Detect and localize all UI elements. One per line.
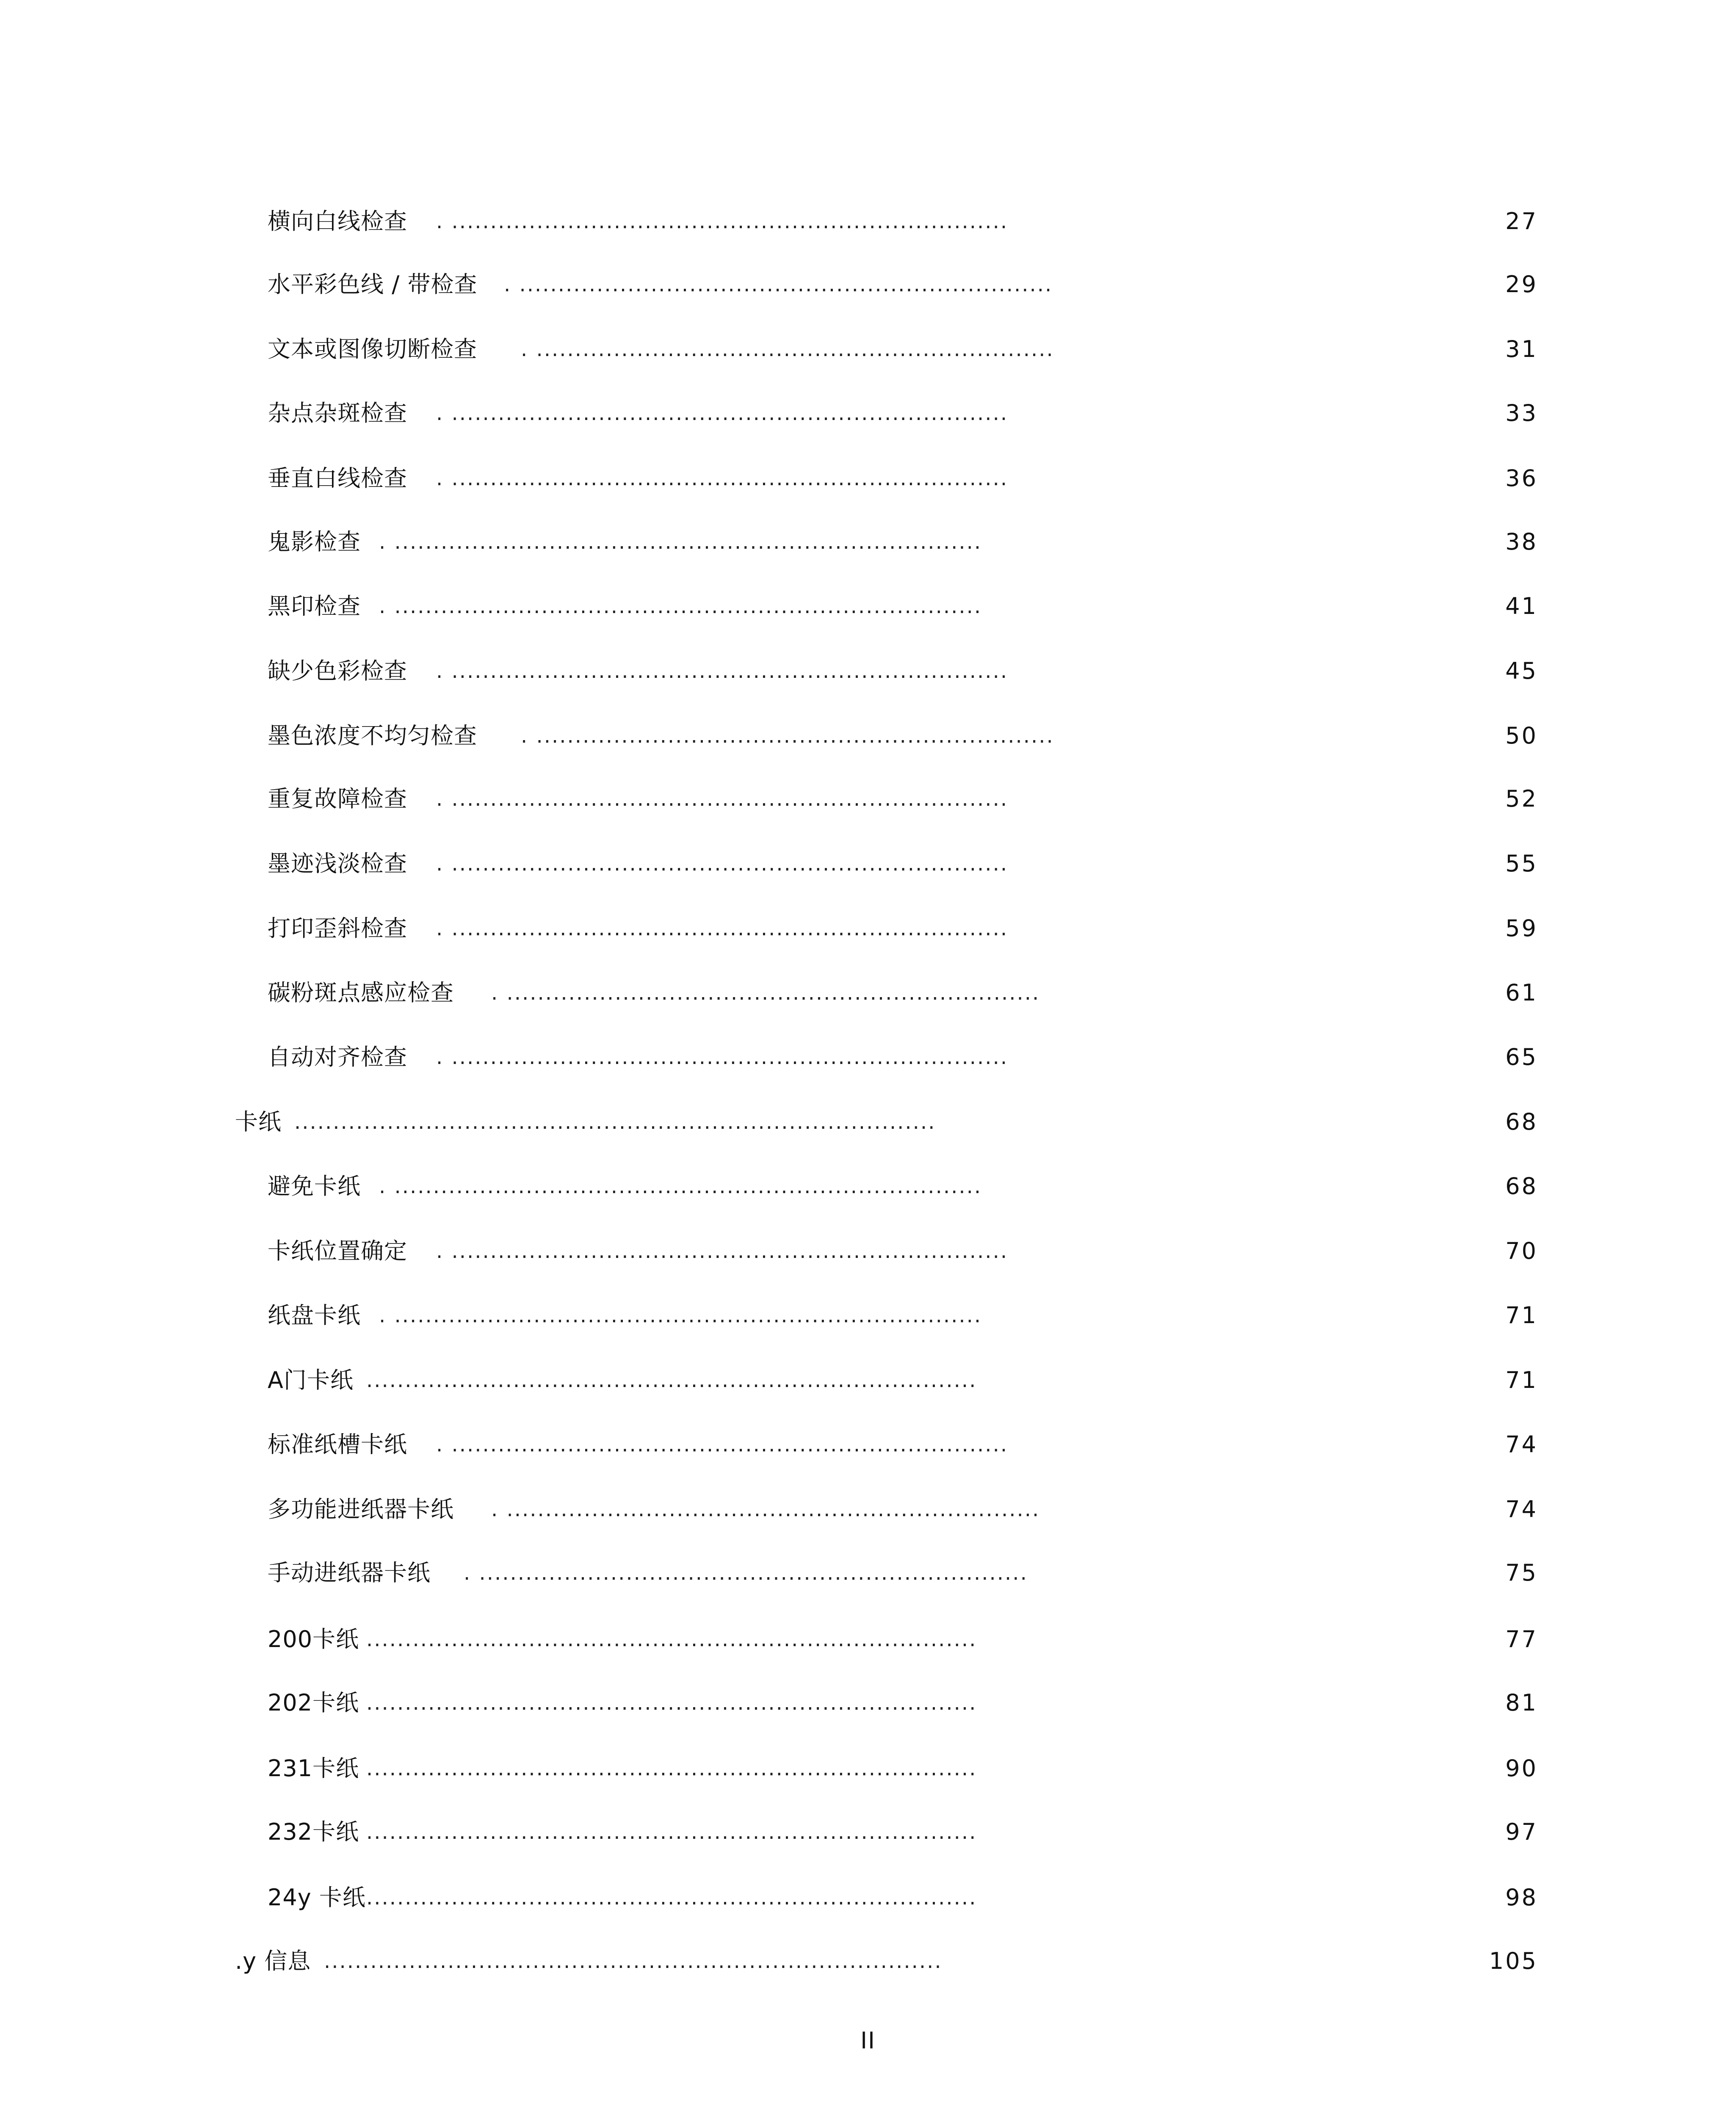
toc-entry-page: 41 <box>1505 593 1538 619</box>
toc-entry-page: 98 <box>1505 1884 1538 1911</box>
toc-entry-leader: . ............................................................................ <box>379 530 982 554</box>
toc-entry-leader: . ........................................................................ <box>436 852 1009 876</box>
toc-entry-page: 52 <box>1505 785 1538 812</box>
toc-entry-page: 55 <box>1505 850 1538 877</box>
toc-entry-title: A门卡纸 <box>268 1367 354 1393</box>
toc-entry-leader: . ....................................................................... <box>464 1561 1028 1585</box>
toc-entry[interactable] <box>0 652 1736 690</box>
toc-entry-page: 105 <box>1489 1948 1538 1974</box>
toc-entry[interactable] <box>0 1296 1736 1335</box>
toc-entry[interactable] <box>0 1490 1736 1528</box>
toc-entry-page: 31 <box>1505 336 1538 362</box>
toc-entry-leader: ................................................................................ <box>324 1949 943 1973</box>
toc-entry[interactable] <box>0 1103 1736 1141</box>
toc-entry-leader: . ............................................................................ <box>379 594 982 618</box>
toc-entry-page: 74 <box>1505 1496 1538 1523</box>
toc-entry-page: 71 <box>1505 1367 1538 1393</box>
toc-entry[interactable] <box>0 523 1736 561</box>
toc-entry-leader: . ................................................................... <box>521 337 1054 361</box>
toc-entry-leader: . ........................................................................ <box>436 917 1009 940</box>
toc-entry-title: 纸盘卡纸 <box>268 1302 361 1329</box>
toc-entry-page: 38 <box>1505 528 1538 555</box>
toc-entry-title: 碳粉斑点感应检查 <box>268 979 454 1006</box>
toc-entry-title: 200卡纸 <box>268 1626 359 1653</box>
toc-entry-page: 27 <box>1505 208 1538 235</box>
toc-entry-leader: . ............................................................................ <box>379 1304 982 1327</box>
toc-entry[interactable] <box>0 1361 1736 1399</box>
page-number: II <box>860 2027 876 2054</box>
toc-entry-title: 墨色浓度不均匀检查 <box>268 722 477 749</box>
toc-entry-title: 横向白线检查 <box>268 208 407 235</box>
toc-entry-leader: ............................................................................... <box>366 1757 977 1780</box>
toc-entry-title: 多功能进纸器卡纸 <box>268 1496 454 1523</box>
toc-entry-page: 50 <box>1505 722 1538 749</box>
toc-entry[interactable] <box>0 974 1736 1012</box>
toc-entry[interactable] <box>0 1879 1736 1917</box>
toc-entry[interactable] <box>0 780 1736 818</box>
toc-entry-title: 232卡纸 <box>268 1819 359 1845</box>
toc-entry-page: 97 <box>1505 1819 1538 1845</box>
toc-entry-leader: . ..................................................................... <box>504 273 1053 296</box>
toc-entry[interactable] <box>0 394 1736 432</box>
toc-entry-title: 水平彩色线 / 带检查 <box>268 271 478 298</box>
toc-entry-leader: ............................................................................... <box>366 1886 977 1910</box>
toc-entry-title: 文本或图像切断检查 <box>268 336 477 362</box>
toc-entry[interactable] <box>0 909 1736 948</box>
toc-entry-page: 81 <box>1505 1689 1538 1716</box>
toc-entry-title: 杂点杂斑检查 <box>268 400 407 426</box>
toc-entry-leader: . ........................................................................ <box>436 1433 1009 1456</box>
toc-entry[interactable] <box>0 1749 1736 1788</box>
toc-entry-leader: . ........................................................................ <box>436 467 1009 490</box>
toc-entry-leader: ............................................................................... <box>366 1628 977 1651</box>
toc-entry-title: 墨迹浅淡检查 <box>268 850 407 877</box>
toc-entry-title: 卡纸 <box>235 1108 282 1135</box>
toc-entry-title: 手动进纸器卡纸 <box>268 1559 431 1586</box>
toc-entry[interactable] <box>0 202 1736 240</box>
toc-entry-page: 29 <box>1505 271 1538 298</box>
toc-entry-leader: . ............................................................................ <box>379 1175 982 1198</box>
toc-entry[interactable] <box>0 1232 1736 1270</box>
toc-entry-title: 鬼影检查 <box>268 528 361 555</box>
toc-entry[interactable] <box>0 845 1736 883</box>
toc-entry-page: 70 <box>1505 1238 1538 1264</box>
toc-entry-leader: ............................................................................... <box>366 1368 977 1392</box>
toc-entry[interactable] <box>0 1554 1736 1592</box>
toc-entry-title: 重复故障检查 <box>268 785 407 812</box>
toc-entry-title: 避免卡纸 <box>268 1173 361 1199</box>
toc-entry-page: 33 <box>1505 400 1538 426</box>
toc-entry-title: 231卡纸 <box>268 1755 359 1782</box>
toc-entry[interactable] <box>0 1620 1736 1658</box>
toc-entry[interactable] <box>0 330 1736 368</box>
toc-entry-page: 74 <box>1505 1431 1538 1458</box>
toc-entry[interactable] <box>0 1038 1736 1076</box>
toc-entry[interactable] <box>0 265 1736 304</box>
toc-entry-page: 36 <box>1505 465 1538 492</box>
toc-entry-title: 打印歪斜检查 <box>268 915 407 942</box>
toc-entry-leader: . ........................................................................ <box>436 1239 1009 1263</box>
toc-entry[interactable] <box>0 1167 1736 1205</box>
toc-entry[interactable] <box>0 1942 1736 1980</box>
toc-entry-title: 标准纸槽卡纸 <box>268 1431 407 1458</box>
toc-entry-title: 202卡纸 <box>268 1689 359 1716</box>
toc-entry-page: 61 <box>1505 979 1538 1006</box>
toc-entry-page: 59 <box>1505 915 1538 942</box>
toc-entry-page: 71 <box>1505 1302 1538 1329</box>
toc-entry-leader: . ..................................................................... <box>491 981 1040 1005</box>
toc-entry-title: 垂直白线检查 <box>268 465 407 492</box>
toc-entry[interactable] <box>0 587 1736 625</box>
toc-entry-leader: . ........................................................................ <box>436 659 1009 683</box>
toc-entry[interactable] <box>0 459 1736 497</box>
toc-entry-page: 75 <box>1505 1559 1538 1586</box>
toc-entry[interactable] <box>0 717 1736 755</box>
toc-entry-page: 65 <box>1505 1044 1538 1070</box>
toc-entry-title: 黑印检查 <box>268 593 361 619</box>
toc-entry-page: 45 <box>1505 658 1538 684</box>
toc-entry-title: 24y 卡纸 <box>268 1884 366 1911</box>
toc-entry-page: 90 <box>1505 1755 1538 1782</box>
toc-entry-leader: . ................................................................... <box>521 724 1054 748</box>
toc-entry[interactable] <box>0 1684 1736 1722</box>
toc-entry-title: .y 信息 <box>235 1948 311 1974</box>
toc-entry-page: 68 <box>1505 1173 1538 1199</box>
toc-entry[interactable] <box>0 1813 1736 1851</box>
toc-entry-leader: ................................................................................... <box>294 1110 936 1134</box>
toc-entry-leader: . ........................................................................ <box>436 1045 1009 1069</box>
toc-entry-leader: . ........................................................................ <box>436 787 1009 811</box>
toc-entry-leader: . ........................................................................ <box>436 401 1009 425</box>
toc-entry-leader: . ........................................................................ <box>436 210 1009 233</box>
toc-entry-page: 77 <box>1505 1626 1538 1653</box>
toc-entry-page: 68 <box>1505 1108 1538 1135</box>
toc-entry-title: 自动对齐检查 <box>268 1044 407 1070</box>
toc-entry-leader: . ..................................................................... <box>491 1498 1040 1521</box>
toc-entry[interactable] <box>0 1426 1736 1464</box>
toc-entry-title: 卡纸位置确定 <box>268 1238 407 1264</box>
toc-entry-title: 缺少色彩检查 <box>268 658 407 684</box>
toc-entry-leader: ............................................................................... <box>366 1820 977 1844</box>
toc-entry-leader: ............................................................................... <box>366 1691 977 1715</box>
